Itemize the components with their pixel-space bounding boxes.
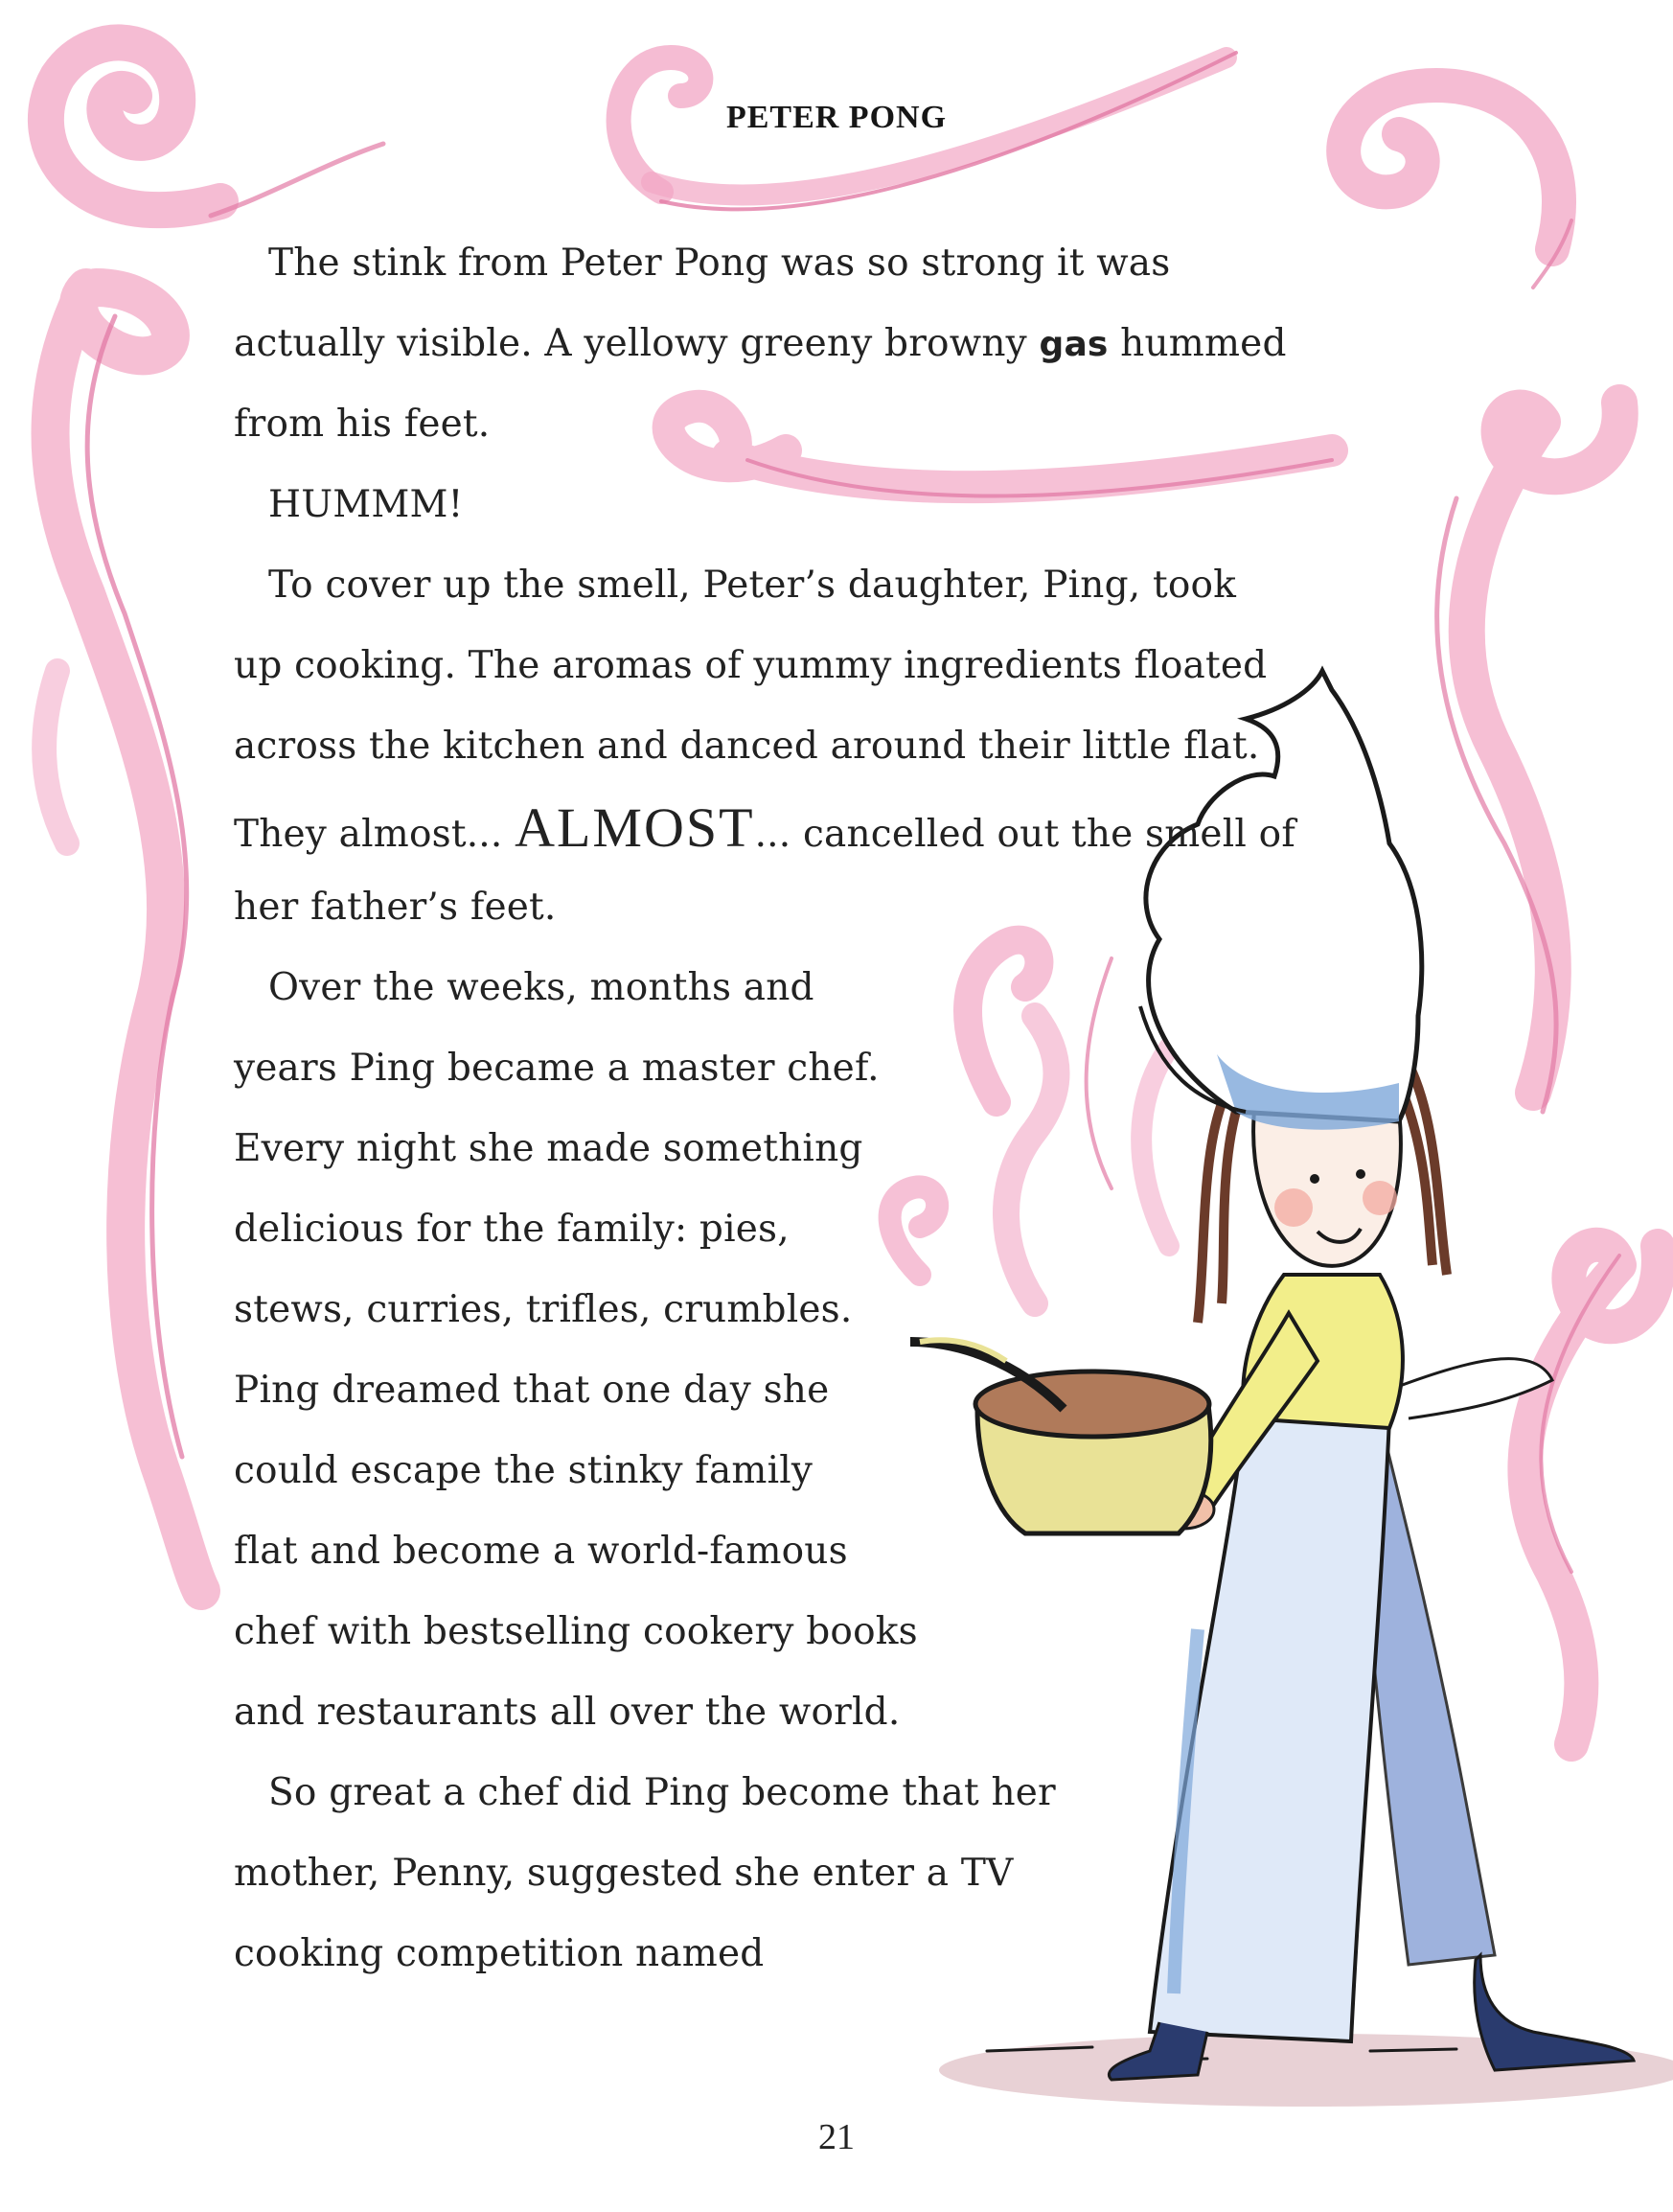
text-span: They almost... — [234, 813, 516, 856]
text-line: Ping dreamed that one day she — [234, 1369, 830, 1412]
text-span: ... cancelled out the smell of — [754, 813, 1295, 856]
page-number: 21 — [818, 2117, 855, 2157]
text-line: Every night she made something — [234, 1127, 863, 1170]
text-span: hummed — [1108, 322, 1287, 365]
text-line: stews, curries, trifles, crumbles. — [234, 1288, 853, 1331]
text-line — [234, 795, 1295, 860]
text-line: delicious for the family: pies, — [234, 1208, 790, 1251]
text-line: flat and become a world-famous — [234, 1530, 848, 1573]
text-line: years Ping became a master chef. — [234, 1047, 880, 1090]
text-line: So great a chef did Ping become that her — [268, 1771, 1056, 1814]
text-line: across the kitchen and danced around their little flat. — [234, 725, 1260, 768]
running-head: PETER PONG — [725, 100, 948, 135]
text-line — [234, 322, 1287, 365]
text-line: from his feet. — [234, 403, 491, 446]
text-line: chef with bestselling cookery books — [234, 1610, 918, 1653]
emphasis-gas: gas — [1039, 325, 1109, 364]
text-line: The stink from Peter Pong was so strong it was — [268, 242, 1171, 285]
emphasis-almost: ALMOST — [515, 796, 755, 859]
text-span: actually visible. A yellowy greeny browny — [234, 322, 1040, 365]
text-line: could escape the stinky family — [234, 1449, 814, 1492]
text-line: up cooking. The aromas of yummy ingredients floated — [234, 644, 1268, 687]
text-line: HUMMM! — [268, 483, 464, 526]
text-line: cooking competition named — [234, 1932, 765, 1975]
text-line: Over the weeks, months and — [268, 966, 814, 1009]
text-line: her father’s feet. — [234, 886, 557, 929]
text-line: mother, Penny, suggested she enter a TV — [234, 1852, 1014, 1895]
text-line: and restaurants all over the world. — [234, 1691, 901, 1734]
text-line: To cover up the smell, Peter’s daughter, Ping, took — [268, 564, 1237, 607]
